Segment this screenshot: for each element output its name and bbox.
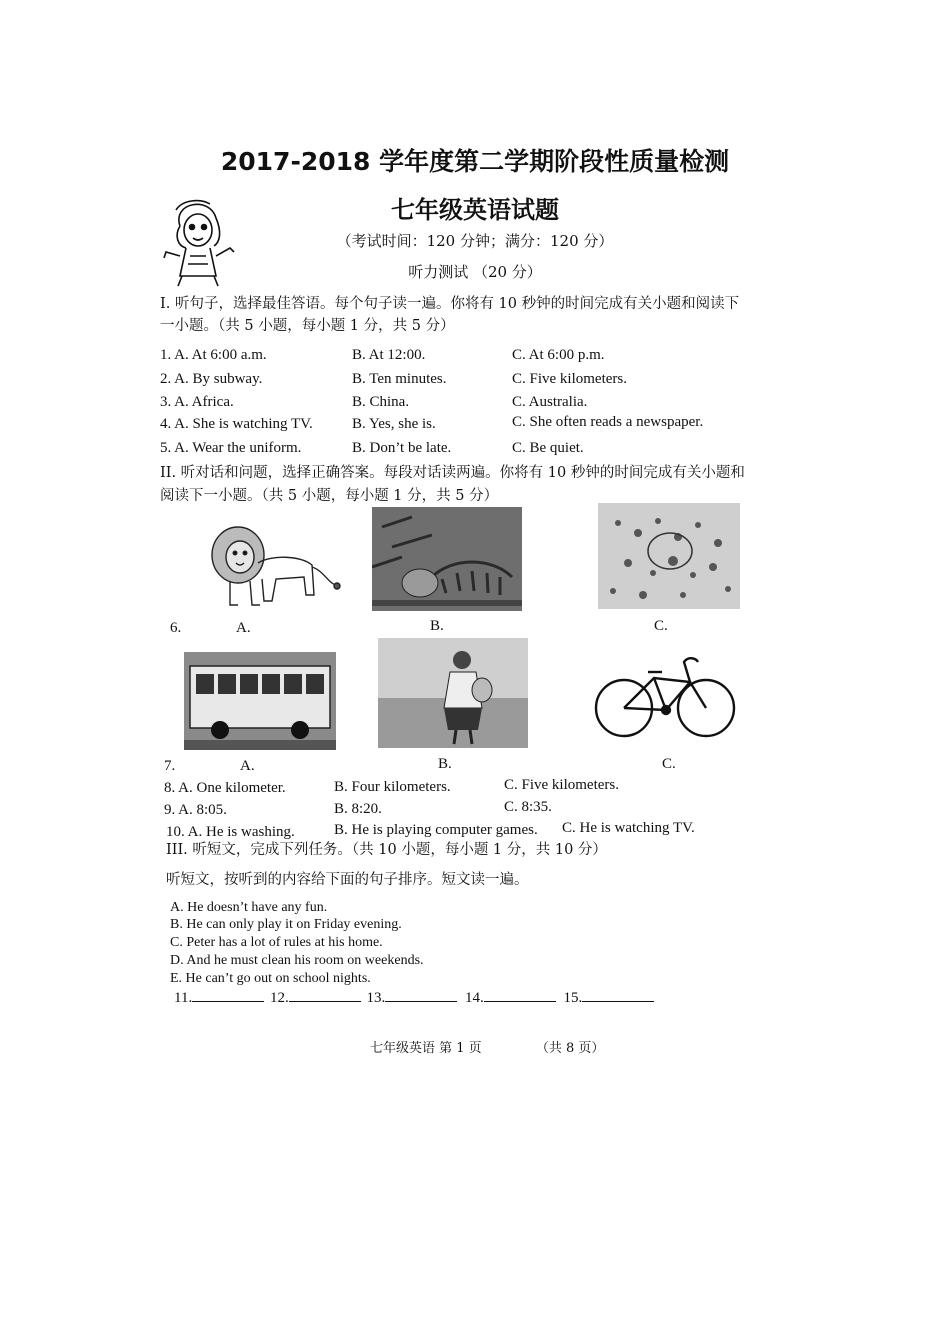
q1-option-c: C. At 6:00 p.m. <box>512 347 605 363</box>
q3-option-a: 3. A. Africa. <box>160 394 234 410</box>
q7-label-a: A. <box>240 758 255 774</box>
q6-number: 6. <box>170 620 182 636</box>
q8-option-c: C. Five kilometers. <box>504 777 619 793</box>
q5-option-b: B. Don’t be late. <box>352 440 452 456</box>
q2-option-b: B. Ten minutes. <box>352 371 447 387</box>
page-footer <box>370 1037 604 1056</box>
footer-total: （共 8 页） <box>535 1041 605 1056</box>
blank-15-line[interactable] <box>582 987 654 1002</box>
blank-14-line[interactable] <box>484 987 556 1002</box>
bus-image <box>184 652 336 750</box>
sentence-a: A. He doesn’t have any fun. <box>170 900 328 915</box>
exam-title: 2017-2018 学年度第二学期阶段性质量检测 <box>220 147 730 176</box>
cartoon-girl-image <box>160 196 238 288</box>
blank-13-label: 13. <box>366 990 386 1006</box>
sentence-c: C. Peter has a lot of rules at his home. <box>170 935 383 950</box>
q8-option-b: B. Four kilometers. <box>334 779 451 795</box>
q5-option-c: C. Be quiet. <box>512 440 584 456</box>
q2-option-c: C. Five kilometers. <box>512 371 627 387</box>
bicycle-image <box>592 650 738 746</box>
blank-14-label: 14. <box>464 990 484 1006</box>
section3-instruction-1: III. 听短文，完成下列任务。（共 10 小题，每小题 1 分，共 10 分） <box>166 842 607 858</box>
section1-instruction-2: 一小题。（共 5 小题，每小题 1 分，共 5 分） <box>160 318 455 334</box>
section2-instruction-2: 阅读下一小题。（共 5 小题，每小题 1 分，共 5 分） <box>160 488 499 504</box>
q4-option-c: C. She often reads a newspaper. <box>512 414 704 430</box>
q9-option-c: C. 8:35. <box>504 799 552 815</box>
exam-subtitle: 七年级英语试题 <box>391 196 559 224</box>
q10-option-a: 10. A. He is washing. <box>166 824 295 840</box>
tiger-image <box>372 507 522 611</box>
blank-15-label: 15. <box>563 990 583 1006</box>
q3-option-c: C. Australia. <box>512 394 588 410</box>
q9-option-a: 9. A. 8:05. <box>164 802 227 818</box>
q9-option-b: B. 8:20. <box>334 801 382 817</box>
q3-option-b: B. China. <box>352 394 410 410</box>
exam-info: （考试时间：120 分钟；满分：120 分） <box>336 232 614 250</box>
q7-label-c: C. <box>662 756 676 772</box>
blank-12-line[interactable] <box>289 987 361 1002</box>
girl-walking-image <box>378 638 528 748</box>
lion-image <box>200 515 342 611</box>
q5-option-a: 5. A. Wear the uniform. <box>160 440 302 456</box>
footer-page: 七年级英语 第 1 页 <box>370 1041 482 1056</box>
section3-instruction-2: 听短文，按听到的内容给下面的句子排序。短文读一遍。 <box>166 872 529 888</box>
sentence-b: B. He can only play it on Friday evening. <box>170 917 402 932</box>
q2-option-a: 2. A. By subway. <box>160 371 263 387</box>
q1-option-b: B. At 12:00. <box>352 347 426 363</box>
answer-blanks <box>174 987 654 1007</box>
q4-option-b: B. Yes, she is. <box>352 416 436 432</box>
q1-option-a: 1. A. At 6:00 a.m. <box>160 347 267 363</box>
q10-option-c: C. He is watching TV. <box>562 820 695 836</box>
blank-11-line[interactable] <box>192 987 264 1002</box>
leopard-image <box>598 503 740 609</box>
q7-label-b: B. <box>438 756 452 772</box>
sentence-d: D. And he must clean his room on weekends. <box>170 953 424 968</box>
q10-option-b: B. He is playing computer games. <box>334 822 538 838</box>
section2-instruction-1: II. 听对话和问题，选择正确答案。每段对话读两遍。你将有 10 秒钟的时间完成有关小题和 <box>160 465 745 481</box>
q6-label-c: C. <box>654 618 668 634</box>
section1-instruction-1: I. 听句子，选择最佳答语。每个句子读一遍。你将有 10 秒钟的时间完成有关小题和阅读下 <box>160 296 740 312</box>
q6-label-a: A. <box>236 620 251 636</box>
q7-number: 7. <box>164 758 176 774</box>
blank-12-label: 12. <box>269 990 289 1006</box>
listening-heading: 听力测试 （20 分） <box>408 263 542 281</box>
q6-label-b: B. <box>430 618 444 634</box>
q8-option-a: 8. A. One kilometer. <box>164 780 286 796</box>
blank-11-label: 11. <box>174 990 193 1006</box>
sentence-e: E. He can’t go out on school nights. <box>170 971 371 986</box>
blank-13-line[interactable] <box>385 987 457 1002</box>
q4-option-a: 4. A. She is watching TV. <box>160 416 313 432</box>
